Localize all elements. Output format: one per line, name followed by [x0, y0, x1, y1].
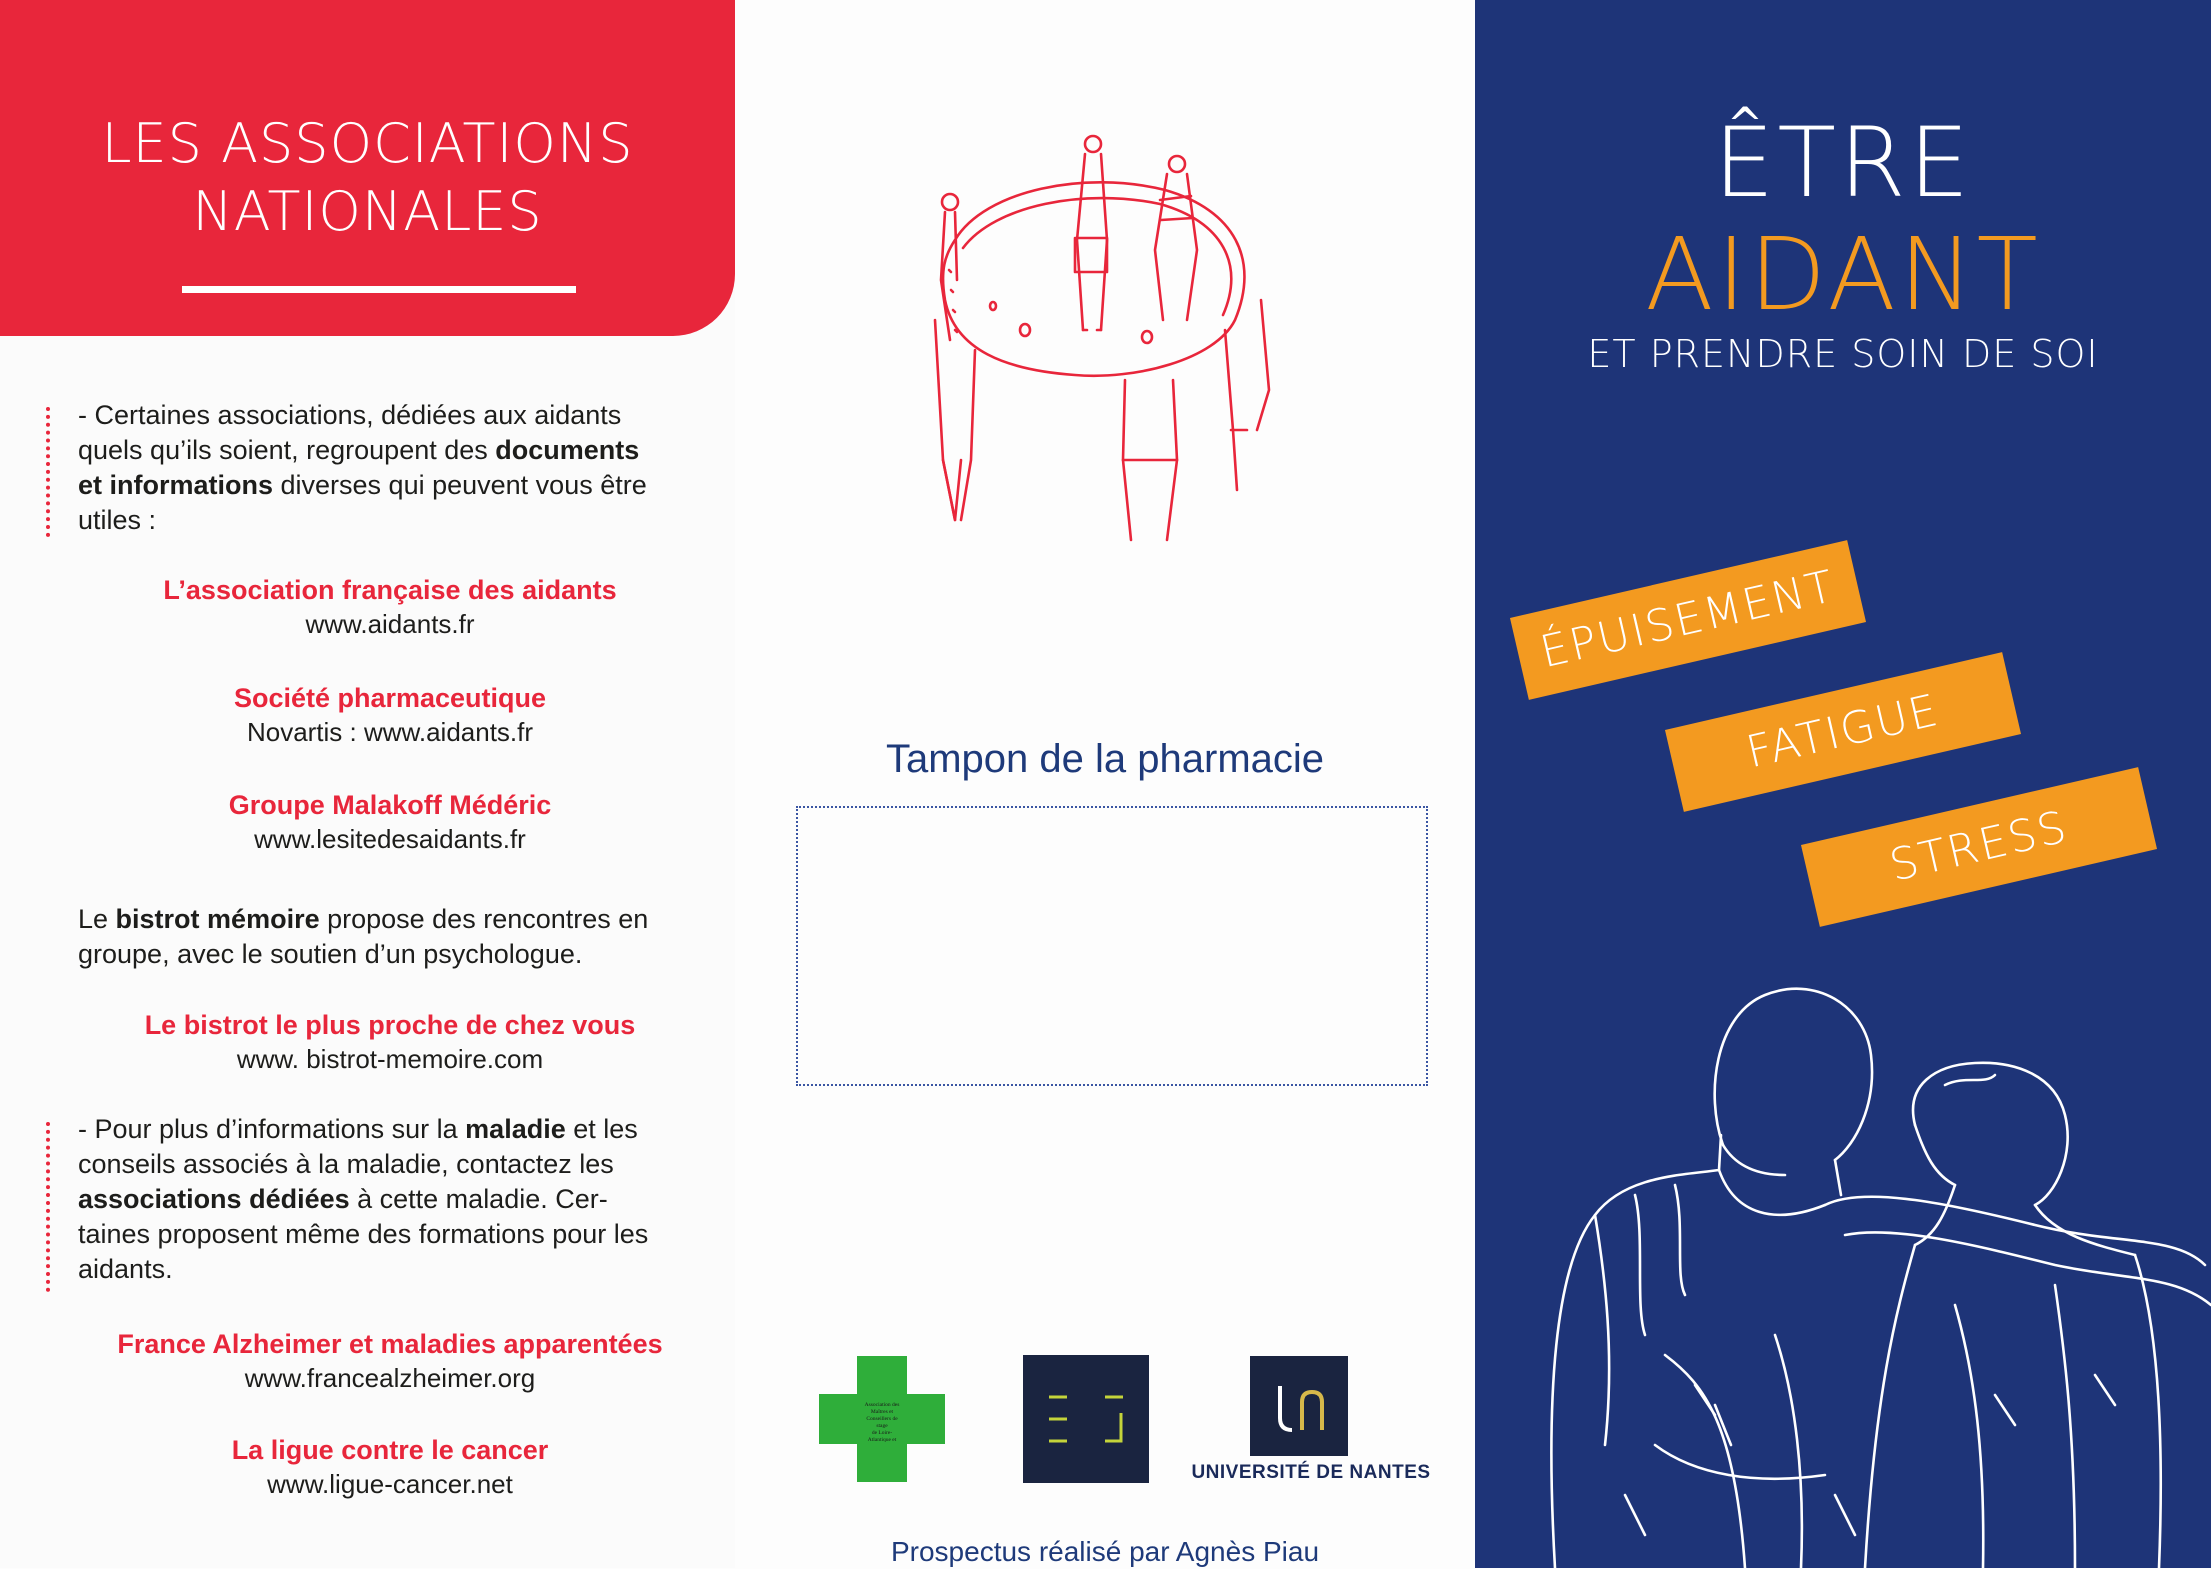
title-underline [182, 286, 576, 293]
bracket-logo [1023, 1355, 1149, 1483]
association-url[interactable]: www.aidants.fr [305, 609, 475, 639]
svg-text:Association des: Association des [864, 1402, 900, 1408]
intro-bold: et informations [78, 470, 274, 500]
bistrot-link-name: Le bistrot le plus proche de chez vous [144, 1010, 636, 1040]
association-entry [40, 573, 740, 641]
association-name: Groupe Malakoff Médéric [228, 790, 552, 820]
maladie-paragraph [78, 1112, 728, 1287]
association-entry [40, 788, 740, 856]
left-panel [0, 0, 735, 1568]
maladie-line: aidants. [78, 1254, 173, 1284]
red-header-banner [0, 0, 735, 336]
maladie-bold: associations dédiées [78, 1184, 350, 1214]
svg-text:Atlantique et: Atlantique et [867, 1437, 897, 1443]
association-url[interactable]: www.lesitedesaidants.fr [254, 824, 526, 854]
section-title-line2: NATIONALES [192, 180, 543, 243]
disease-association-url[interactable]: www.ligue-cancer.net [267, 1469, 513, 1499]
universite-nantes-logo [1250, 1356, 1348, 1456]
svg-text:de Loire-: de Loire- [871, 1430, 893, 1436]
dotted-bar-maladie [46, 1122, 50, 1292]
pharmacy-stamp-box [796, 806, 1428, 1086]
maladie-line: conseils associés à la maladie, contactez les [78, 1149, 614, 1179]
title-line1: ÊTRE [1713, 107, 1973, 219]
intro-line: utiles : [78, 505, 157, 535]
stamp-label: Tampon de la pharmacie [885, 737, 1325, 781]
intro-text: diverses qui peuvent vous être [273, 470, 647, 500]
association-entry [40, 681, 740, 749]
maladie-text: et les [565, 1114, 638, 1144]
disease-association-name: La ligue contre le cancer [231, 1435, 549, 1465]
maladie-text: à cette maladie. Cer- [349, 1184, 608, 1214]
section-title [0, 110, 735, 246]
association-url[interactable]: Novartis : www.aidants.fr [246, 717, 534, 747]
association-name: Société pharmaceutique [233, 683, 547, 713]
intro-line: - Certaines associations, dédiées aux aidants [78, 400, 622, 430]
maladie-bold: maladie [465, 1114, 566, 1144]
university-label: UNIVERSITÉ DE NANTES [1191, 1462, 1431, 1483]
bistrot-link-url[interactable]: www. bistrot-memoire.com [236, 1044, 544, 1074]
maladie-line: taines proposent même des formations pour les [78, 1219, 649, 1249]
bistrot-bold: bistrot mémoire [115, 904, 320, 934]
bistrot-line: groupe, avec le soutien d’un psychologue. [78, 939, 583, 969]
middle-panel [735, 0, 1475, 1568]
title-line2: AIDANT [1645, 216, 2041, 333]
svg-text:Conseillers de: Conseillers de [866, 1416, 898, 1422]
section-title-line1: LES ASSOCIATIONS [101, 112, 634, 175]
maladie-text: - Pour plus d’informations sur la [78, 1114, 466, 1144]
intro-bold: documents [495, 435, 640, 465]
maladie-line [78, 1182, 728, 1217]
bistrot-text: propose des rencontres en [319, 904, 649, 934]
intro-line [78, 433, 718, 468]
dotted-bar-intro [46, 407, 50, 537]
svg-text:stage: stage [876, 1423, 888, 1429]
intro-text: quels qu’ils soient, regroupent des [78, 435, 496, 465]
intro-line [78, 468, 718, 503]
maladie-line [78, 1112, 728, 1147]
disease-association-entry [40, 1433, 740, 1501]
disease-association-entry [40, 1327, 740, 1395]
circle-of-people-illustration [915, 130, 1295, 550]
tag-fatigue: FATIGUE [1665, 652, 2021, 812]
intro-paragraph [78, 398, 718, 538]
credit-line: Prospectus réalisé par Agnès Piau [890, 1536, 1320, 1567]
disease-association-name: France Alzheimer et maladies apparentées [117, 1329, 663, 1359]
bistrot-link-entry [40, 1008, 740, 1076]
svg-text:Maîtres et: Maîtres et [870, 1409, 894, 1415]
bistrot-text: Le [78, 904, 116, 934]
bistrot-paragraph [78, 902, 738, 972]
right-panel [1475, 0, 2211, 1568]
association-name: L’association française des aidants [163, 575, 617, 605]
pharmacy-cross-logo [819, 1356, 945, 1482]
two-men-embracing-illustration [1535, 975, 2211, 1568]
disease-association-url[interactable]: www.francealzheimer.org [244, 1363, 536, 1393]
tag-stress: STRESS [1801, 767, 2157, 927]
subtitle: ET PRENDRE SOIN DE SOI [1587, 332, 2099, 376]
bistrot-line [78, 902, 738, 937]
tag-epuisement: ÉPUISEMENT [1510, 540, 1866, 700]
